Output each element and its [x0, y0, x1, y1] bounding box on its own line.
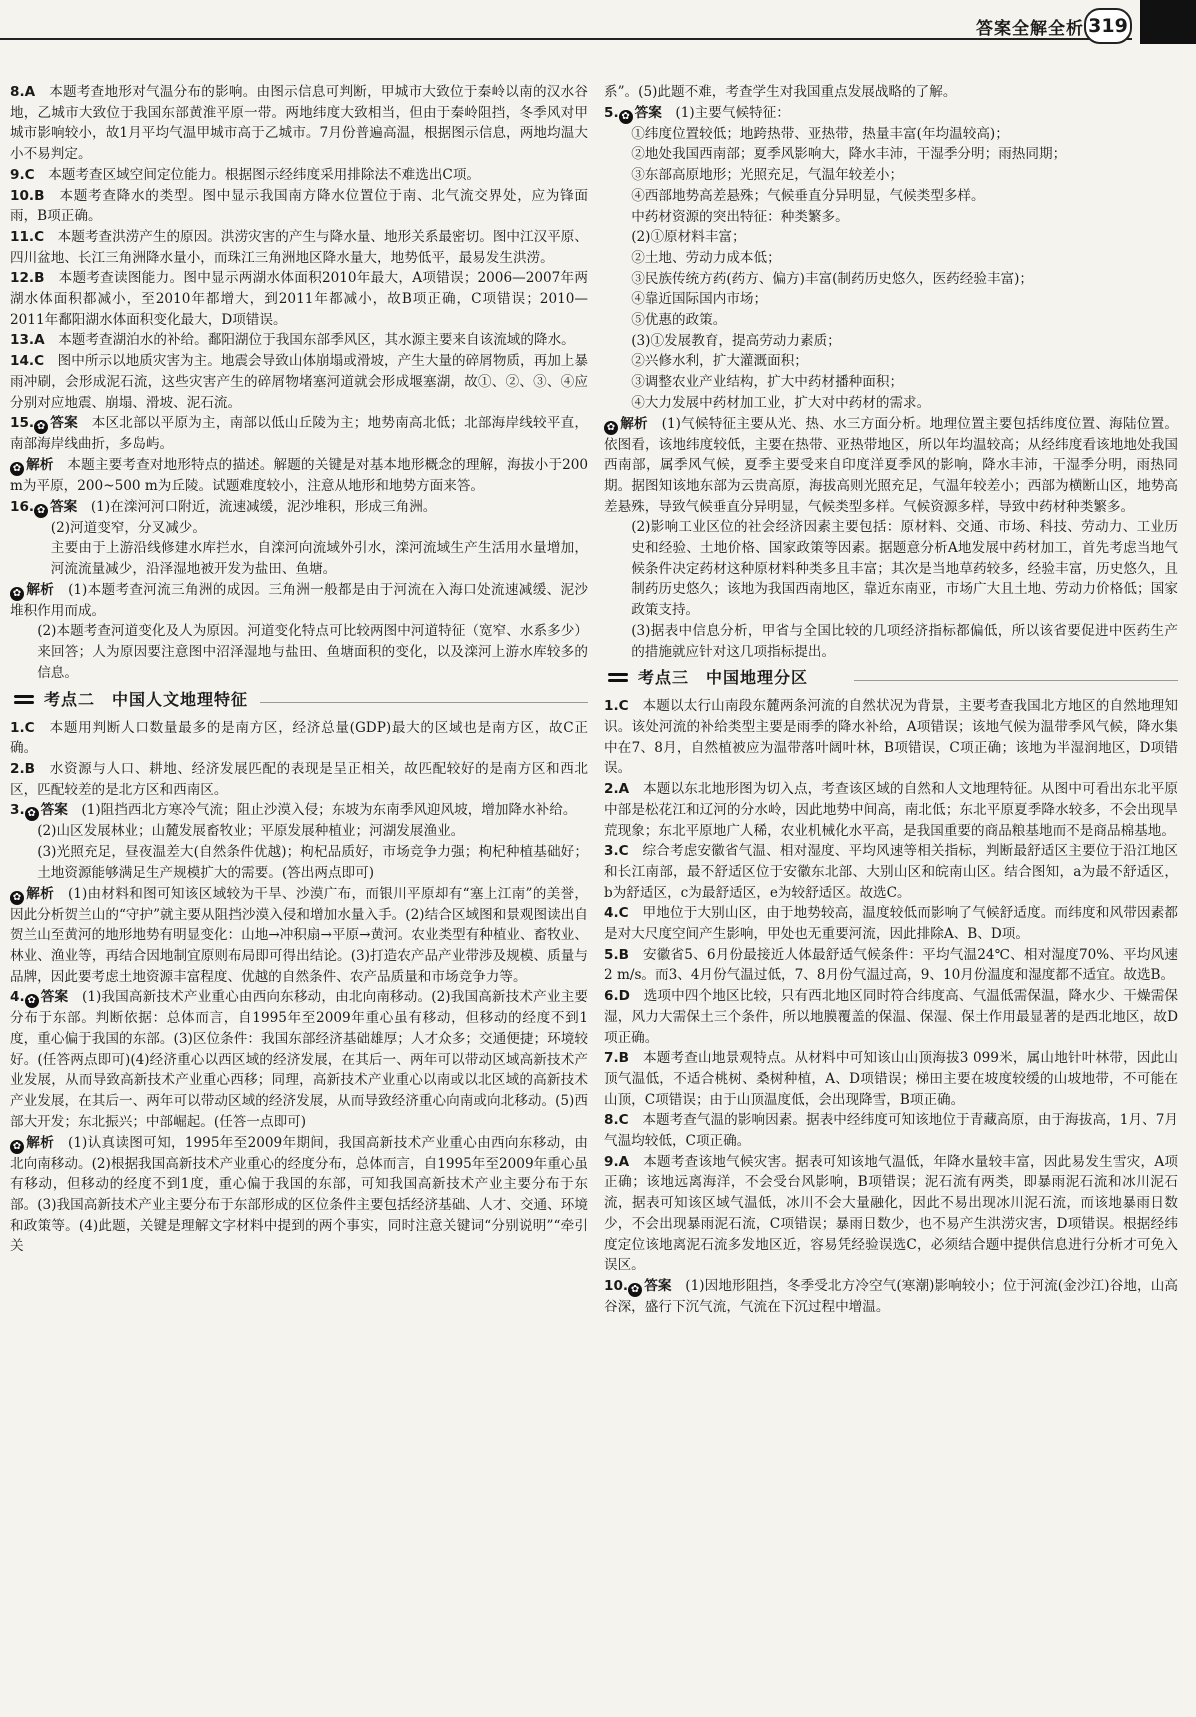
answer-text: 本题考查该地气候灾害。据表可知该地气温低，年降水量较丰富，因此易发生雪灾，A项正确；该地远离海洋，不会受台风影响，B项错误；泥石流有两类，即暴雨泥石流和冰川泥石流，据表可知该区域气温低，冰川不会大量融化，因此不易出现冰川泥石流，而该地暴雨日数少，不会出现暴雨泥石流，C项错误；暴雨日数少，也不易产生洪涝灾害，D项错误。根据经纬度定位该地离泥石流多发地区近，容易凭经验误选C，必须结合题中提供信息进行分析才可免入误区。	[604, 1153, 1179, 1274]
answer-label: 答案	[50, 415, 78, 432]
answer-number: 14.C	[10, 353, 45, 370]
analysis-tag	[10, 1135, 54, 1151]
answer-tag	[34, 499, 77, 515]
answer-number: 4.C	[604, 905, 629, 922]
q16-answer-2: (2)河道变窄，分叉减少。	[50, 519, 206, 536]
page-header	[0, 0, 1196, 44]
answer-item	[604, 945, 1178, 986]
answer-mark-icon: ✿	[34, 504, 48, 518]
answer-number: 2.A	[604, 781, 630, 798]
answer-number: 3.C	[604, 843, 629, 860]
analysis-label: 解析	[26, 885, 55, 902]
analysis-tag	[10, 457, 54, 473]
section-title: 考点三 中国地理分区	[638, 668, 809, 688]
answer-label: 答案	[50, 498, 78, 515]
answer-tag	[34, 415, 78, 431]
answer-text: 安徽省5、6月份最接近人体最舒适气候条件：平均气温24℃、相对湿度70%、平均风速2 m/s。而3、4月份气温过低，7、8月份气温过高，9、10月份温度和湿度都不适宜。故选B。	[604, 946, 1179, 984]
q3-analysis	[10, 884, 588, 988]
q10-answer	[604, 1276, 1178, 1318]
section-bar-icon	[14, 695, 34, 709]
answer-text: 本题考查气温的影响因素。据表中经纬度可知该地位于青藏高原，由于海拔高，1月、7月气温均较低，C项正确。	[604, 1112, 1179, 1150]
section-title: 考点二 中国人文地理特征	[44, 689, 249, 709]
q5-line: (1)主要气候特征：	[675, 104, 790, 121]
analysis-label: 解析	[26, 1134, 55, 1151]
q5-analysis-2: (2)影响工业区位的社会经济因素主要包括：原材料、交通、市场、科技、劳动力、工业历史和经验、土地价格、国家政策等因素。据题意分析A地发展中药材加工，首先考虑当地气候条件决定药材这种原材料种类多且丰富；其次是当地草药较多，经验丰富，历史悠久，且制药历史悠久；该地为我国西南地区，靠近东南亚，市场广大且土地、劳动力价格低；国家政策支持。	[631, 519, 1178, 619]
answer-number: 10.B	[10, 187, 45, 204]
q5-line: ③民族传统方药(药方、偏方)丰富(制药历史悠久，医药经验丰富)；	[631, 270, 1034, 287]
q5-answer-lines	[604, 124, 1178, 414]
q5-line: ③东部高原地形；光照充足，气温年较差小；	[631, 167, 904, 184]
analysis-label: 解析	[26, 456, 54, 473]
answer-tag	[25, 989, 69, 1005]
q5-analysis	[604, 414, 1178, 518]
q15-answer-text: 本区北部以平原为主，南部以低山丘陵为主；地势南高北低；北部海岸线较平直，南部海岸线曲折，多岛屿。	[10, 415, 589, 453]
q5-line: ③调整农业产业结构，扩大中药材播种面积；	[631, 374, 904, 391]
q15-number: 15.	[10, 415, 35, 432]
answer-item	[10, 718, 588, 759]
answer-item	[604, 696, 1178, 779]
q3-answer-3: (3)光照充足，昼夜温差大(自然条件优越)；枸杞品质好，市场竞争力强；枸杞种植基础好；土地资源能够满足生产规模扩大的需要。(答出两点即可)	[37, 844, 588, 881]
answer-number: 6.D	[604, 988, 630, 1005]
answer-item	[10, 351, 588, 413]
q5-answer	[604, 103, 1178, 124]
answer-text: 本题以太行山南段东麓两条河流的自然状况为背景，主要考查我国北方地区的自然地理知识。该处河流的补给类型主要是雨季的降水补给，A项错误；该地气候为温带季风气候，降水集中在7、8月，自然植被应为温带落叶阔叶林，B项错误，C项正确；该地为半湿润地区，D项错误。	[604, 698, 1179, 777]
answer-mark-icon: ✿	[25, 994, 39, 1008]
section-rule	[854, 680, 1178, 681]
q5-line: ②地处我国西南部；夏季风影响大，降水丰沛，干湿季分明；雨热同期；	[631, 146, 1067, 163]
continued-text: 系”。(5)此题不难，考查学生对我国重点发展战略的了解。	[604, 84, 957, 100]
answer-number: 11.C	[10, 228, 45, 245]
q5-line: ⑤优惠的政策。	[631, 312, 727, 329]
answer-number: 5.B	[604, 946, 629, 963]
q5-line: 中药材资源的突出特征：种类繁多。	[631, 208, 849, 225]
answer-item	[604, 1110, 1178, 1151]
answer-text: 本题考查读图能力。图中显示两湖水体面积2010年最大，A项错误；2006—2007年两湖水体面积都减小，至2010年都增大，到2011年都减小，故B项正确，C项错误；2010—2011年鄱阳湖水体面积变化最大，D项错误。	[10, 270, 589, 328]
answer-item	[604, 986, 1178, 1048]
answer-text: 本题考查山地景观特点。从材料中可知该山山顶海拔3 099米，属山地针叶林带，因此山顶气温低，不适合桃树、桑树种植，A、D项错误；梯田主要在坡度较缓的山坡地带，不可能在山顶，C项错误；由于山顶温度低，会出现降雪，B项正确。	[604, 1050, 1179, 1108]
answer-number: 12.B	[10, 270, 45, 287]
q3-answer	[10, 800, 588, 821]
q16-number: 16.	[10, 498, 35, 515]
analysis-tag	[604, 416, 648, 432]
answer-item	[10, 268, 588, 330]
answer-list-3	[604, 696, 1178, 1276]
q5-line: ②兴修水利，扩大灌溉面积；	[631, 353, 808, 370]
answer-item	[10, 165, 588, 186]
answer-text: 本题考查地形对气温分布的影响。由图示信息可判断，甲城市大致位于秦岭以南的汉水谷地，乙城市大致位于我国东部黄淮平原一带。两地纬度大致相当，但由于秦岭阻挡，冬季风对甲城市影响较小，故1月平均气温甲城市高于乙城市。7月份普遍高温，根据图示信息，两地均温大小不易判定。	[10, 84, 589, 163]
answer-text: 甲地位于大别山区，由于地势较高，温度较低而影响了气候舒适度。而纬度和风带因素都是对大尺度空间产生影响，甲处也无重要河流，因此排除A、B、D项。	[604, 905, 1179, 943]
answer-item	[10, 82, 588, 165]
q4-analysis	[10, 1133, 588, 1258]
left-column	[10, 82, 588, 1257]
answer-text: 水资源与人口、耕地、经济发展匹配的表现是呈正相关，故匹配较好的是南方区和西北区，匹配较差的是北方区和西南区。	[10, 760, 589, 798]
q16-answer-1: (1)在滦河河口附近，流速减缓，泥沙堆积，形成三角洲。	[90, 498, 437, 515]
answer-text: 图中所示以地质灾害为主。地震会导致山体崩塌或滑坡，产生大量的碎屑物质，再加上暴雨冲刷，会形成泥石流，这些灾害产生的碎屑物堵塞河道就会形成堰塞湖，故①、②、③、④应分别对应地震、崩塌、滑坡、泥石流。	[10, 353, 589, 411]
answer-item	[10, 759, 588, 800]
right-column	[604, 82, 1178, 1318]
answer-text: 本题以东北地形图为切入点，考查该区域的自然和人文地理特征。从图中可看出东北平原中部是松花江和辽河的分水岭，因此地势中间高，南北低；东北平原夏季降水较多，不会出现旱荒现象；东北平原地广人稀，农业机械化水平高，是我国重要的商品粮基地而不是商品棉基地。	[604, 781, 1179, 839]
answer-item	[10, 227, 588, 268]
q16-analysis-1: (1)本题考查河流三角洲的成因。三角洲一般都是由于河流在入海口处流速减缓、泥沙堆积作用而成。	[10, 581, 589, 619]
answer-number: 2.B	[10, 760, 35, 777]
q4-analysis-text: (1)认真读图可知，1995年至2009年期间，我国高新技术产业重心由西向东移动，由北向南移动。(2)根据我国高新技术产业重心的经度分布，总体而言，自1995年至2009年重心虽有移动，但移动的经度不到1度，重心偏于我国的东部，可知我国高新技术产业主要分布于东部。(3)我国高新技术产业主要分布于东部形成的区位条件主要包括经济基础、人才、交通、环境和政策等。(4)此题，关键是理解文字材料中提到的两个事实，同时注意关键词“分别说明”“牵引关	[10, 1134, 588, 1255]
q5-line: ④靠近国际国内市场；	[631, 291, 768, 308]
q5-analysis-3: (3)据表中信息分析，甲省与全国比较的几项经济指标都偏低，所以该省要促进中医药生产的措施就应针对这几项指标提出。	[631, 622, 1178, 660]
q5-line: ①纬度位置较低；地跨热带、亚热带，热量丰富(年均温较高)；	[631, 125, 1009, 142]
answer-tag	[628, 1278, 672, 1294]
q5-line: ②土地、劳动力成本低；	[631, 249, 781, 266]
answer-item	[604, 841, 1178, 903]
q16-analysis	[10, 580, 588, 622]
answer-number: 9.A	[604, 1153, 630, 1170]
q5-line: ④西部地势高差悬殊；气候垂直分异明显，气候类型多样。	[631, 187, 985, 204]
answer-item	[604, 779, 1178, 841]
answer-number: 8.C	[604, 1112, 629, 1129]
analysis-mark-icon: ✿	[10, 1140, 24, 1154]
answer-number: 1.C	[10, 719, 35, 736]
q4-number: 4.	[10, 989, 25, 1006]
q3-answer-1: (1)阻挡西北方寒冷气流；阻止沙漠入侵；东坡为东南季风迎风坡，增加降水补给。	[81, 802, 577, 819]
answer-item	[10, 186, 588, 227]
analysis-tag	[10, 582, 54, 598]
q15-analysis	[10, 455, 588, 497]
answer-number: 7.B	[604, 1050, 629, 1067]
q10-answer-text: (1)因地形阻挡，冬季受北方冷空气(寒潮)影响较小；位于河流(金沙江)谷地，山高谷深，盛行下沉气流，气流在下沉过程中增温。	[604, 1277, 1179, 1315]
answer-text: 选项中四个地区比较，只有西北地区同时符合纬度高、气温低需保温，降水少、干燥需保湿，风力大需保土三个条件，所以地膜覆盖的保温、保湿、保土作用最显著的是西北地区，故D项正确。	[604, 988, 1178, 1046]
answer-number: 1.C	[604, 698, 629, 715]
q5-line: (3)①发展教育，提高劳动力素质；	[631, 332, 841, 349]
answer-mark-icon: ✿	[25, 807, 39, 821]
answer-number: 9.C	[10, 166, 35, 183]
q16-answer-3: 主要由于上游沿线修建水库拦水，自滦河向流域外引水，滦河流域生产生活用水量增加，河流流量减少，沿泽湿地被开发为盐田、鱼塘。	[50, 540, 588, 578]
answer-text: 本题考查降水的类型。图中显示我国南方降水位置位于南、北气流交界处，应为锋面雨，B项正确。	[10, 187, 588, 225]
q15-analysis-text: 本题主要考查对地形特点的描述。解题的关键是对基本地形概念的理解，海拔小于200 m为平原，200~500 m为丘陵。试题难度较小，注意从地形和地势方面来答。	[10, 456, 589, 494]
analysis-tag	[10, 886, 54, 902]
q3-number: 3.	[10, 802, 25, 819]
answer-number: 8.A	[10, 84, 36, 100]
q5-analysis-1: (1)气候特征主要从光、热、水三方面分析。地理位置主要包括纬度位置、海陆位置。依图看，该地纬度较低，主要在热带、亚热带地区，所以年均温较高；从经纬度看该地地处我国西南部，属季风气候，夏季主要受来自印度洋夏季风的影响，降水丰沛，干湿季分明，雨热同期。据图知该地东部为云贵高原，海拔高则光照充足，气温年较差小；西部为横断山区，地势高差悬殊，导致气候垂直分异明显，气候类型多样。气候资源多样，导致中药材种类繁多。	[604, 415, 1179, 515]
analysis-label: 解析	[26, 581, 55, 598]
section-bar-icon	[608, 673, 628, 687]
analysis-mark-icon: ✿	[10, 891, 24, 905]
answer-mark-icon: ✿	[619, 110, 633, 124]
q10-number: 10.	[604, 1277, 629, 1294]
answer-list-1	[10, 82, 588, 413]
answer-item	[604, 903, 1178, 944]
answer-text: 本题考查区域空间定位能力。根据图示经纬度采用排除法不难选出C项。	[48, 166, 481, 183]
answer-text: 本题考查洪涝产生的原因。洪涝灾害的产生与降水量、地形关系最密切。图中江汉平原、四川盆地、长江三角洲降水量小，而珠江三角洲地区降水量大，地势低平，最易发生洪涝。	[10, 228, 589, 266]
answer-label: 答案	[644, 1277, 672, 1294]
page-number: 319	[1084, 8, 1132, 44]
answer-tag	[619, 105, 662, 121]
q5-line: ④大力发展中药材加工业，扩大对中药材的需求。	[631, 394, 931, 411]
answer-mark-icon: ✿	[628, 1283, 642, 1297]
answer-text: 本题考查湖泊水的补给。鄱阳湖位于我国东部季风区，其水源主要来自该流域的降水。	[58, 332, 575, 349]
corner-tab	[1140, 0, 1196, 44]
answer-text: 综合考虑安徽省气温、相对湿度、平均风速等相关指标，判断最舒适区主要位于沿江地区和长江南部，最不舒适区位于安徽东北部、大别山区和皖南山区。结合图知，a为最不舒适区，b为舒适区，c为最舒适区，e为较舒适区。故选C。	[604, 843, 1179, 901]
analysis-mark-icon: ✿	[604, 421, 618, 435]
q15-answer	[10, 413, 588, 455]
answer-text: 本题用判断人口数量最多的是南方区，经济总量(GDP)最大的区域也是南方区，故C正确。	[10, 719, 588, 757]
header-rule	[0, 38, 1132, 40]
q5-line: (2)①原材料丰富；	[631, 229, 746, 246]
answer-number: 13.A	[10, 332, 45, 349]
answer-label: 答案	[40, 802, 68, 819]
answer-mark-icon: ✿	[34, 420, 48, 434]
q16-answer	[10, 497, 588, 518]
q4-answer	[10, 987, 588, 1132]
answer-label: 答案	[40, 989, 69, 1006]
analysis-label: 解析	[620, 415, 648, 432]
section-heading-3	[604, 668, 1178, 692]
section-heading-2	[10, 690, 588, 714]
header-title: 答案全解全析	[976, 19, 1084, 39]
q3-analysis-text: (1)由材料和图可知该区域较为干旱、沙漠广布，而银川平原却有“塞上江南”的美誉，因此分析贺兰山的“守护”就主要从阻挡沙漠入侵和增加水量入手。(2)结合区域图和景观图读出自贺兰山至黄河的地形地势有明显变化：山地→冲积扇→平原→黄河。农业类型有种植业、畜牧业、林业、渔业等，再结合因地制宜原则布局即可得出结论。(3)打造农产品产业带涉及规模、质量与品牌，因此要考虑土地资源丰富程度、优越的自然条件、农产品质量和市场竞争力等。	[10, 885, 589, 985]
answer-item	[604, 1048, 1178, 1110]
answer-item	[10, 330, 588, 351]
section-rule	[260, 702, 588, 703]
answer-tag	[25, 802, 68, 818]
answer-list-2	[10, 718, 588, 801]
q3-answer-2: (2)山区发展林业；山麓发展畜牧业；平原发展种植业；河湖发展渔业。	[37, 823, 465, 840]
analysis-mark-icon: ✿	[10, 462, 24, 476]
q4-answer-text: (1)我国高新技术产业重心由西向东移动，由北向南移动。(2)我国高新技术产业主要分布于东部。判断依据：总体而言，自1995年至2009年重心虽有移动，但移动的经度不到1度，重心偏于我国的东部。(3)区位条件：我国东部经济基础雄厚；人才众多；交通便捷；环境较好。(任答两点即可)(4)经济重心以西区域的经济发展，在其后一、两年可以带动区域高新技术产业发展，从而导致高新技术产业重心西移；同理，高新技术产业重心以南或以北区域的高新技术产业发展，在其后一、两年可以带动区域的经济发展，从而导致经济重心向南或向北移动。(5)西部大开发；东北振兴；中部崛起。(任答一点即可)	[10, 989, 588, 1130]
q16-analysis-2: (2)本题考查河道变化及人为原因。河道变化特点可比较两图中河道特征（宽窄、水系多少）来回答；人为原因要注意图中沼泽湿地与盐田、鱼塘面积的变化，以及滦河上游水库较多的信息。	[37, 623, 588, 681]
answer-item	[604, 1152, 1178, 1276]
answer-label: 答案	[634, 104, 662, 121]
q5-number: 5.	[604, 104, 619, 121]
analysis-mark-icon: ✿	[10, 587, 24, 601]
